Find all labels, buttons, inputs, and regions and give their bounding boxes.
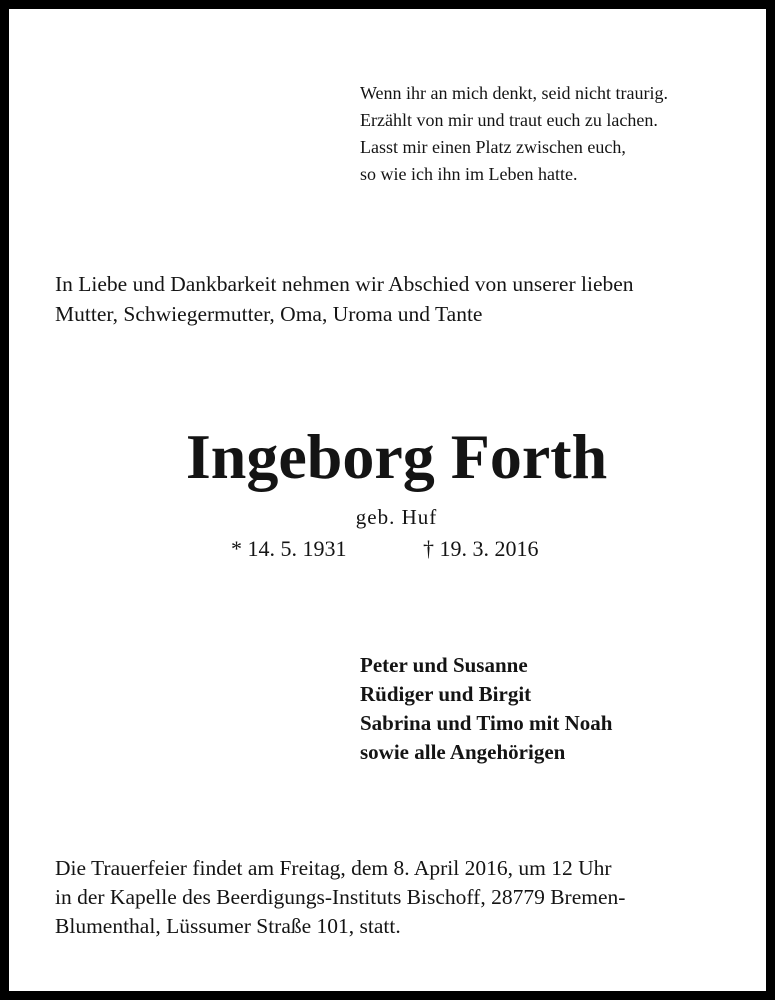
poem-line: Wenn ihr an mich denkt, seid nicht traurig. — [360, 83, 668, 103]
poem-quote — [360, 80, 668, 188]
death-date: † 19. 3. 2016 — [423, 536, 539, 561]
farewell-intro — [55, 269, 634, 329]
intro-line: Mutter, Schwiegermutter, Oma, Uroma und Tante — [55, 302, 483, 326]
funeral-service-info — [55, 854, 625, 941]
mourner-line: Rüdiger und Birgit — [360, 682, 532, 706]
deceased-name: Ingeborg Forth — [185, 421, 608, 492]
poem-line: so wie ich ihn im Leben hatte. — [360, 164, 578, 184]
mourners-list — [360, 651, 612, 767]
poem-line: Erzählt von mir und traut euch zu lachen. — [360, 110, 658, 130]
birth-date: * 14. 5. 1931 — [231, 536, 347, 561]
maiden-name: geb. Huf — [355, 505, 438, 529]
service-line: in der Kapelle des Beerdigungs-Instituts Bischoff, 28779 Bremen- — [55, 885, 626, 909]
mourner-line: Sabrina und Timo mit Noah — [360, 711, 613, 735]
mourner-line: sowie alle Angehörigen — [360, 740, 566, 764]
intro-line: In Liebe und Dankbarkeit nehmen wir Abschied von unserer lieben — [55, 272, 634, 296]
mourner-line: Peter und Susanne — [360, 653, 528, 677]
service-line: Die Trauerfeier findet am Freitag, dem 8. April 2016, um 12 Uhr — [55, 856, 612, 880]
service-line: Blumenthal, Lüssumer Straße 101, statt. — [55, 914, 401, 938]
poem-line: Lasst mir einen Platz zwischen euch, — [360, 137, 626, 157]
